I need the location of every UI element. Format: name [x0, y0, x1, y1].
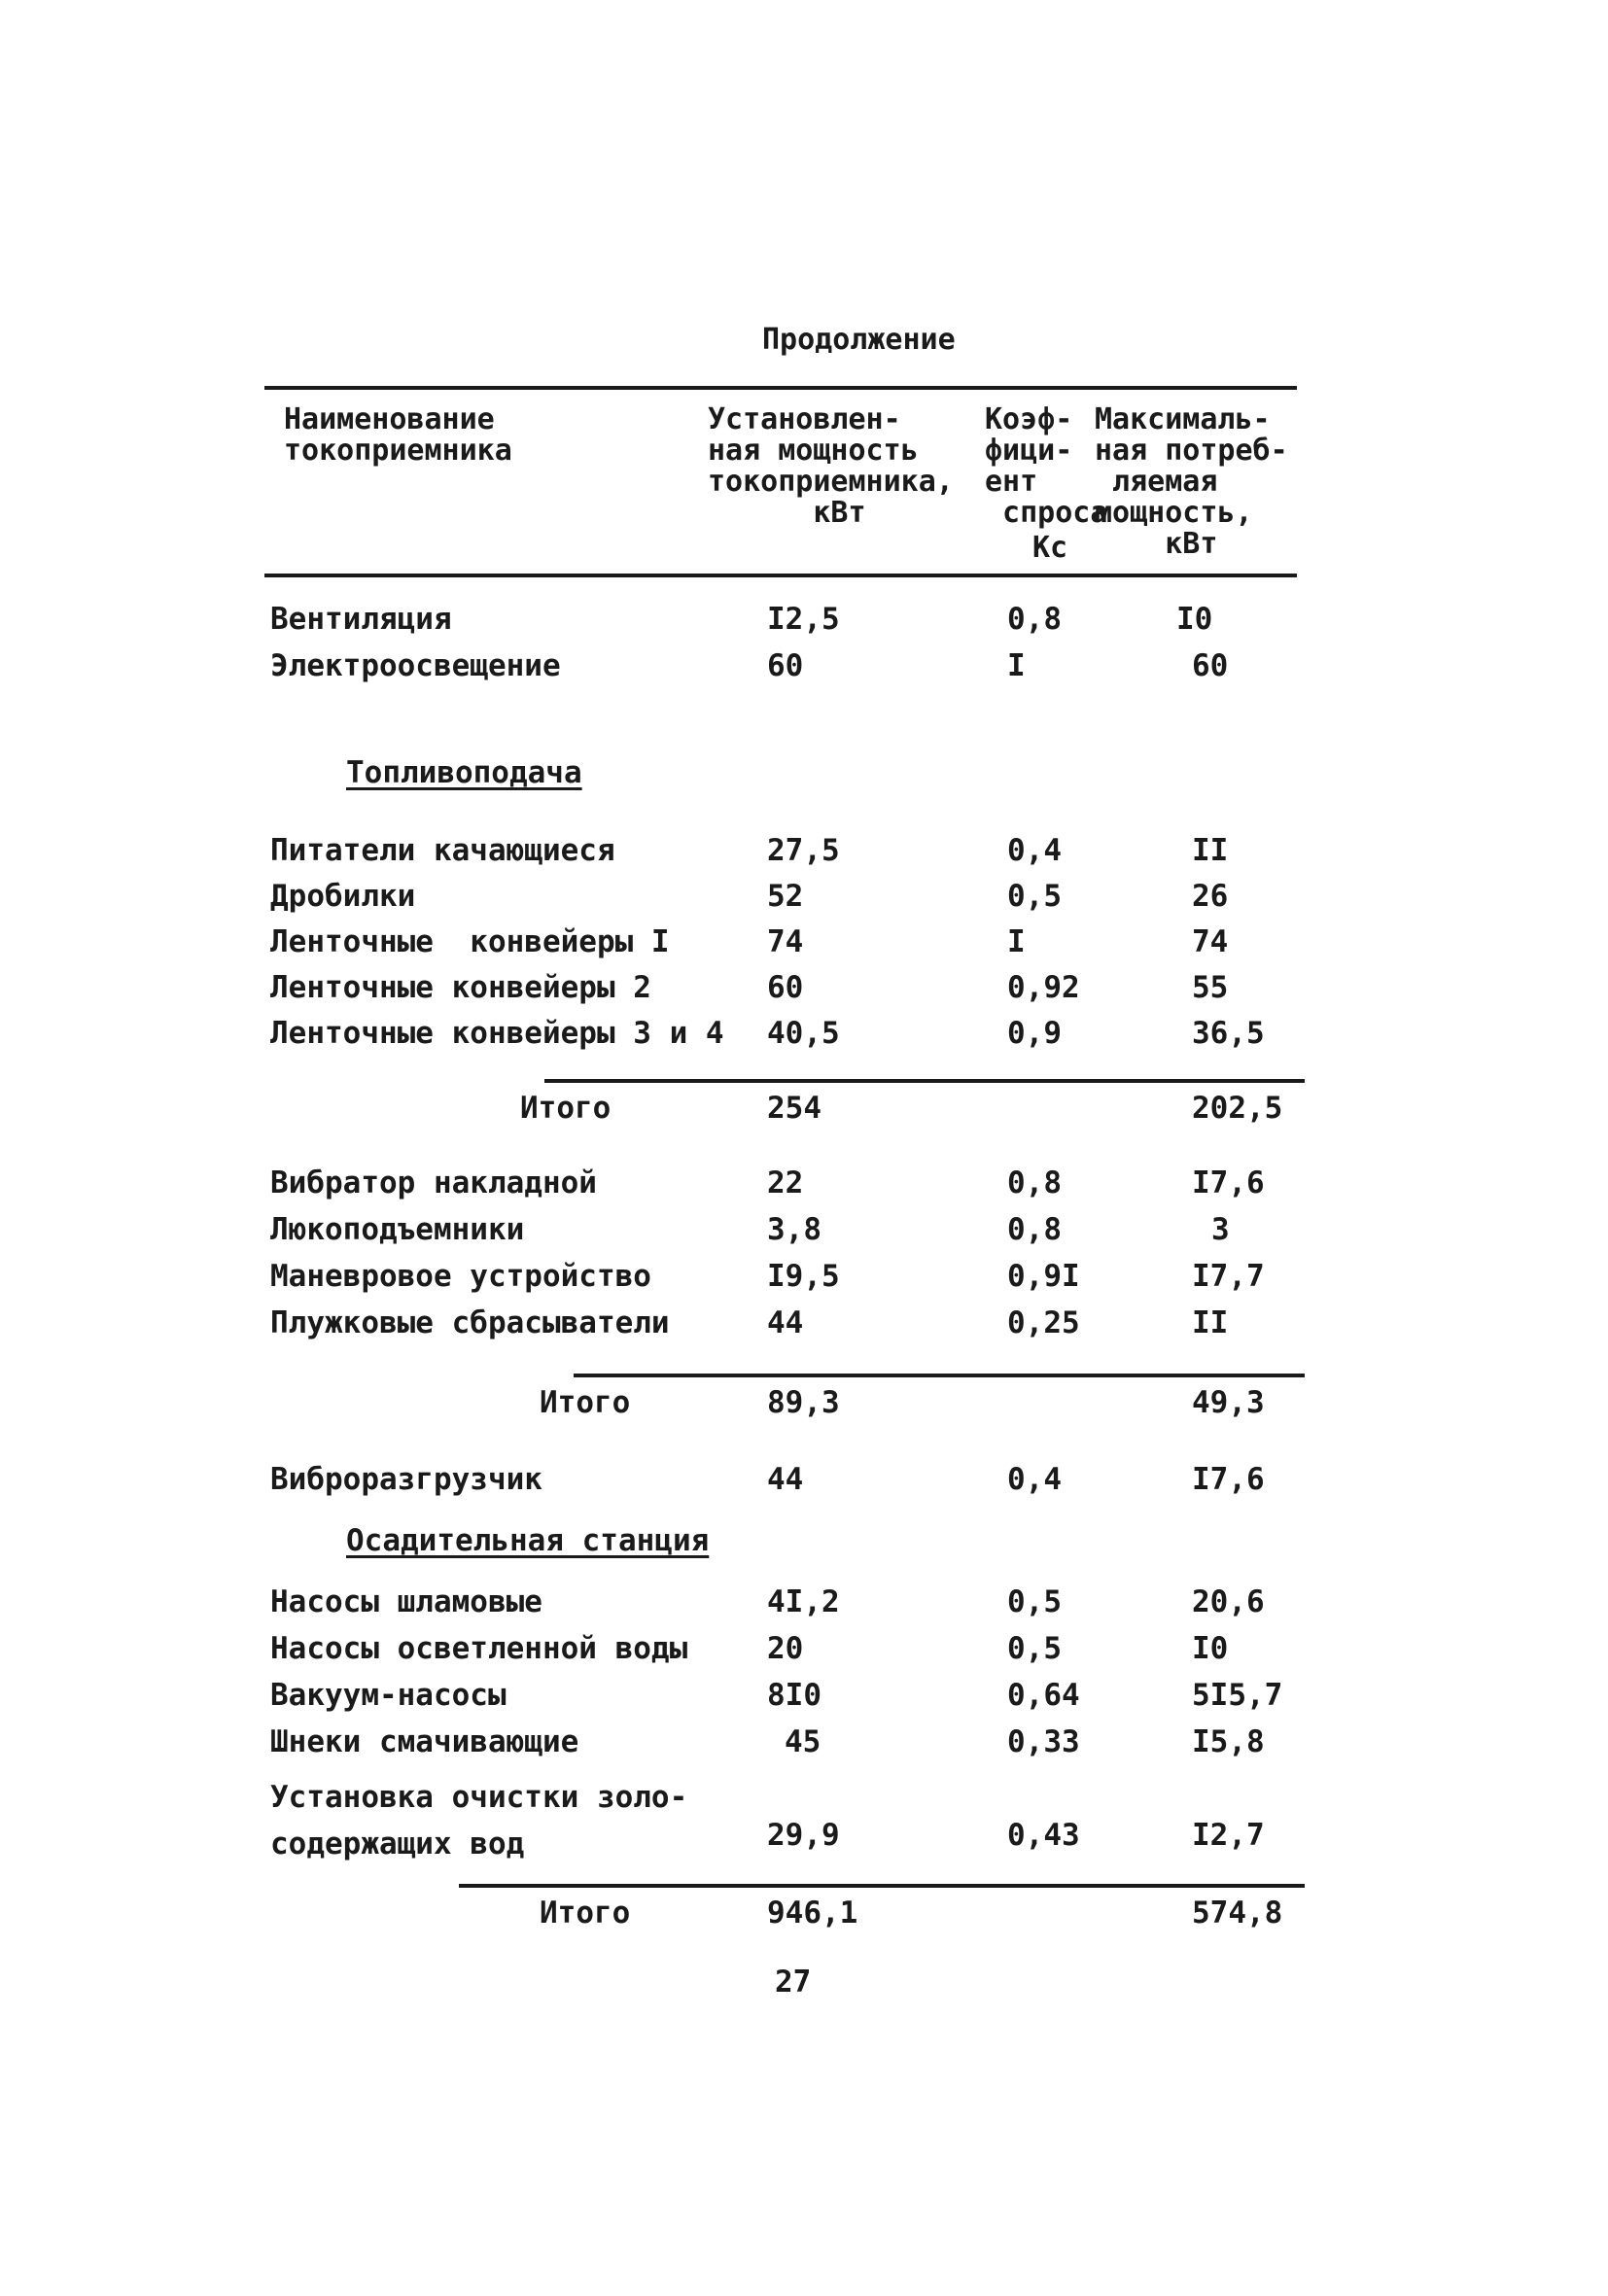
table-row-name: Люкоподъемники: [270, 1212, 525, 1247]
table-row-max: 26: [1192, 879, 1229, 914]
table-row-max: II: [1192, 1305, 1229, 1340]
table-row-installed: 3,8: [767, 1212, 821, 1247]
subtotal-max: 202,5: [1192, 1091, 1283, 1126]
table-row-installed: 22: [767, 1165, 804, 1200]
table-row-installed: 44: [767, 1305, 804, 1340]
table-row-installed: I2,5: [767, 602, 840, 637]
table-row-name: Электроосвещение: [270, 648, 561, 683]
table-row-installed: 74: [767, 924, 804, 959]
table-row-installed: 8I0: [767, 1678, 821, 1713]
subtotal-rule: [459, 1884, 1305, 1888]
table-row-max: 3: [1211, 1212, 1230, 1247]
table-row-coef: 0,9: [1007, 1016, 1062, 1051]
table-row-name: Плужковые сбрасыватели: [270, 1305, 670, 1340]
subtotal-installed: 946,1: [767, 1896, 858, 1931]
header-bottom-rule: [264, 574, 1297, 577]
table-row-name: Установка очистки золо- содержащих вод: [270, 1780, 688, 1861]
continuation-label: Продолжение: [762, 323, 956, 357]
subtotal-rule: [544, 1079, 1305, 1083]
table-row-name: Ленточные конвейеры I: [270, 924, 670, 959]
table-row-name: Вентиляция: [270, 602, 452, 637]
table-row-name: Питатели качающиеся: [270, 833, 615, 868]
table-top-rule: [264, 386, 1297, 390]
table-row-coef: 0,43: [1007, 1818, 1080, 1853]
table-row-max: I7,6: [1192, 1462, 1265, 1497]
table-row-installed: 60: [767, 648, 804, 683]
table-row-coef: 0,64: [1007, 1678, 1080, 1713]
table-row-installed: 44: [767, 1462, 804, 1497]
table-row-max: I5,8: [1192, 1724, 1265, 1759]
table-row-name: Насосы шламовые: [270, 1584, 542, 1619]
subtotal-max: 574,8: [1192, 1896, 1283, 1931]
table-row-installed: 60: [767, 970, 804, 1005]
table-row-max: I7,6: [1192, 1165, 1265, 1200]
table-row-coef: 0,5: [1007, 1584, 1062, 1619]
subtotal-rule: [574, 1374, 1305, 1377]
table-row-max: I0: [1176, 602, 1213, 637]
table-row-name: Вакуум-насосы: [270, 1678, 507, 1713]
table-row-name: Шнеки смачивающие: [270, 1724, 579, 1759]
table-row-coef: 0,8: [1007, 1165, 1062, 1200]
table-row-installed: 20: [767, 1631, 804, 1666]
section-heading-fuel-supply: Топливоподача: [346, 755, 582, 790]
table-row-max: 36,5: [1192, 1016, 1265, 1051]
table-row-name: Виброразгрузчик: [270, 1462, 542, 1497]
header-demand-coefficient-symbol: Кс: [1032, 531, 1068, 565]
table-row-name: Ленточные конвейеры 2: [270, 970, 651, 1005]
table-row-max: 74: [1192, 924, 1229, 959]
table-row-coef: 0,8: [1007, 1212, 1062, 1247]
table-row-max: 20,6: [1192, 1584, 1265, 1619]
table-row-name: Дробилки: [270, 879, 416, 914]
header-installed-power: Установлен- ная мощность токоприемника, кВт: [708, 402, 954, 530]
subtotal-label: Итого: [540, 1896, 631, 1931]
subtotal-installed: 89,3: [767, 1385, 840, 1420]
table-row-name: Насосы осветленной воды: [270, 1631, 688, 1666]
table-row-name: Ленточные конвейеры 3 и 4: [270, 1016, 724, 1051]
table-row-coef: 0,9I: [1007, 1259, 1080, 1294]
header-name: Наименование токоприемника: [284, 402, 512, 468]
table-row-coef: I: [1007, 924, 1026, 959]
table-row-name: Маневровое устройство: [270, 1259, 651, 1294]
table-row-max: 5I5,7: [1192, 1678, 1283, 1713]
table-row-installed: 40,5: [767, 1016, 840, 1051]
page-number: 27: [775, 1965, 812, 2000]
table-row-installed: 52: [767, 879, 804, 914]
table-row-coef: 0,4: [1007, 1462, 1062, 1497]
table-row-max: 60: [1192, 648, 1229, 683]
table-row-max: I7,7: [1192, 1259, 1265, 1294]
table-row-max: I0: [1192, 1631, 1229, 1666]
table-row-installed: 29,9: [767, 1818, 840, 1853]
subtotal-label: Итого: [540, 1385, 631, 1420]
table-row-coef: 0,92: [1007, 970, 1080, 1005]
table-row-coef: 0,4: [1007, 833, 1062, 868]
subtotal-label: Итого: [520, 1091, 612, 1126]
header-demand-coefficient: Коэф- фици- ент спроса: [985, 402, 1108, 530]
table-row-coef: 0,8: [1007, 602, 1062, 637]
table-row-coef: 0,5: [1007, 879, 1062, 914]
table-row-name: Вибратор накладной: [270, 1165, 597, 1200]
table-row-installed: 27,5: [767, 833, 840, 868]
table-row-coef: I: [1007, 648, 1026, 683]
subtotal-installed: 254: [767, 1091, 821, 1126]
subtotal-max: 49,3: [1192, 1385, 1265, 1420]
table-row-coef: 0,33: [1007, 1724, 1080, 1759]
table-row-coef: 0,25: [1007, 1305, 1080, 1340]
header-max-power: Максималь- ная потреб- ляемая мощность, кВт: [1095, 402, 1288, 561]
section-heading-settling-station: Осадительная станция: [346, 1523, 710, 1558]
table-row-max: II: [1192, 833, 1229, 868]
table-row-installed: I9,5: [767, 1259, 840, 1294]
table-row-max: 55: [1192, 970, 1229, 1005]
table-row-max: I2,7: [1192, 1818, 1265, 1853]
table-row-installed: 45: [785, 1724, 821, 1759]
table-row-coef: 0,5: [1007, 1631, 1062, 1666]
table-row-installed: 4I,2: [767, 1584, 840, 1619]
